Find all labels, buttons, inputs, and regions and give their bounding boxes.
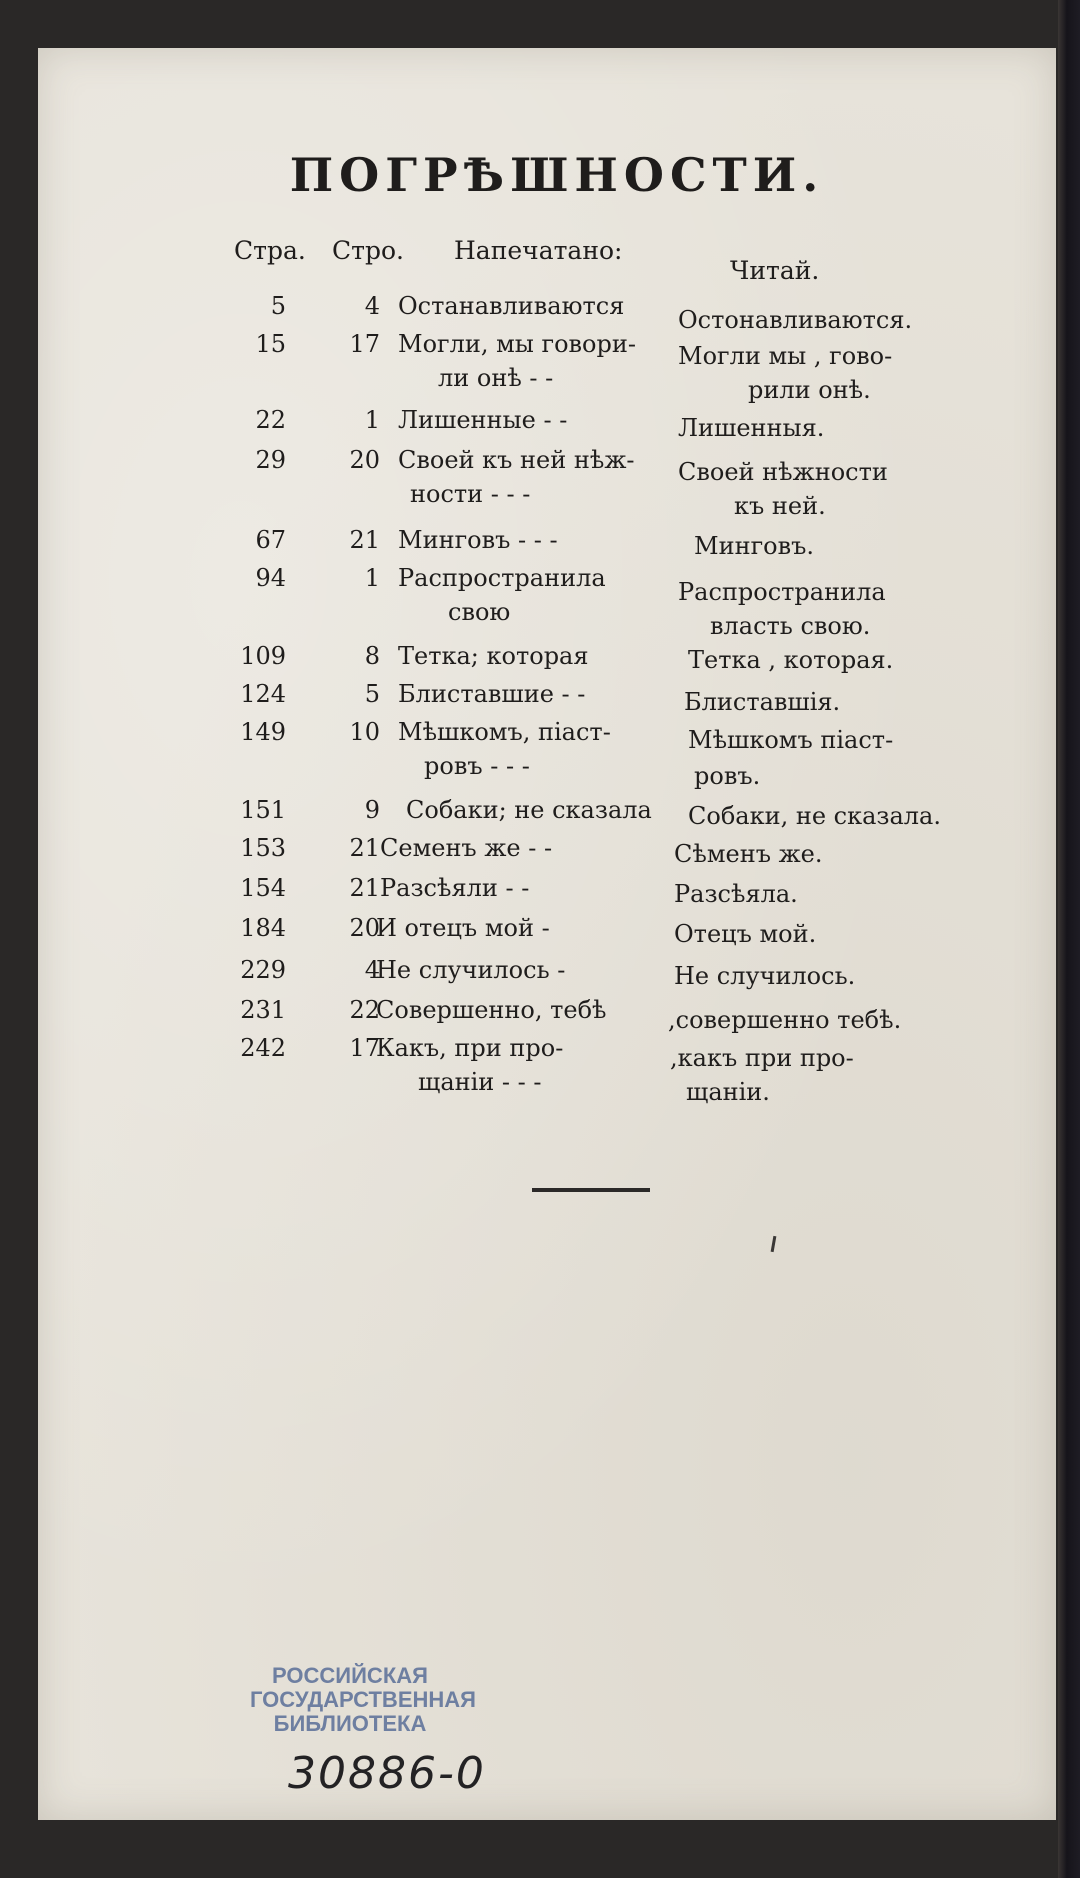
errata-page-number: 242 — [240, 1034, 286, 1062]
closing-rule — [532, 1188, 650, 1192]
header-read: Читай. — [730, 256, 820, 285]
stamp-line-2: ГОСУДАРСТВЕННАЯ — [250, 1687, 476, 1712]
errata-printed-text: Совершенно, тебѣ — [376, 996, 607, 1024]
errata-printed-text: Тетка; которая — [398, 642, 589, 670]
errata-page-number: 29 — [255, 446, 286, 474]
errata-correct-text: Тетка , которая. — [688, 646, 894, 674]
header-line: Стро. — [332, 236, 404, 265]
errata-page-number: 151 — [240, 796, 286, 824]
errata-line-number: 1 — [364, 564, 380, 592]
errata-line-number: 17 — [349, 1034, 380, 1062]
errata-printed-text: Семенъ же - - — [380, 834, 553, 862]
errata-line-number: 8 — [364, 642, 380, 670]
errata-printed-text: Блиставшие - - — [398, 680, 586, 708]
errata-page-number: 124 — [240, 680, 286, 708]
errata-line-number: 22 — [349, 996, 380, 1024]
errata-correct-text: Блиставшія. — [684, 688, 841, 716]
errata-line-number: 1 — [364, 406, 380, 434]
errata-printed-text: Минговъ - - - — [398, 526, 558, 554]
errata-correct-text-cont: ровъ. — [694, 762, 761, 790]
book-spine-edge — [1058, 0, 1080, 1878]
errata-page-number: 153 — [240, 834, 286, 862]
errata-page-number: 149 — [240, 718, 286, 746]
errata-line-number: 20 — [349, 446, 380, 474]
errata-correct-text: Не случилось. — [674, 962, 856, 990]
header-page: Стра. — [234, 236, 306, 265]
errata-line-number: 21 — [349, 874, 380, 902]
errata-correct-text-cont: рили онѣ. — [748, 376, 871, 404]
errata-correct-text: ,совершенно тебѣ. — [668, 1006, 902, 1034]
errata-page-number: 154 — [240, 874, 286, 902]
ink-speck — [771, 1236, 777, 1252]
errata-page-number: 229 — [240, 956, 286, 984]
errata-line-number: 4 — [364, 956, 380, 984]
errata-printed-text: Какъ, при про- — [376, 1034, 564, 1062]
errata-printed-text: И отецъ мой - — [376, 914, 550, 942]
errata-printed-text: Лишенные - - — [398, 406, 568, 434]
errata-printed-text: Останавливаются — [398, 292, 625, 320]
shelf-mark: 30886-0 — [288, 1748, 486, 1799]
errata-printed-text: Собаки; не сказала — [406, 796, 652, 824]
errata-printed-text: Распространила — [398, 564, 606, 592]
errata-printed-text: Разсѣяли - - — [380, 874, 530, 902]
errata-page-number: 5 — [270, 292, 286, 320]
errata-line-number: 20 — [349, 914, 380, 942]
errata-correct-text: ,какъ при про- — [670, 1044, 854, 1072]
errata-line-number: 21 — [349, 834, 380, 862]
errata-page-number: 22 — [255, 406, 286, 434]
errata-page-number: 109 — [240, 642, 286, 670]
page-title: ПОГРѢШНОСТИ. — [289, 148, 825, 202]
errata-correct-text: Отецъ мой. — [674, 920, 817, 948]
errata-line-number: 17 — [349, 330, 380, 358]
errata-correct-text: Сѣменъ же. — [674, 840, 823, 868]
errata-printed-text-cont: щаніи - - - — [418, 1068, 542, 1096]
library-stamp — [250, 1663, 476, 1736]
errata-printed-text-cont: ли онѣ - - — [438, 364, 554, 392]
errata-printed-text: Своей къ ней нѣж- — [398, 446, 635, 474]
errata-correct-text: Распространила — [678, 578, 886, 606]
stamp-line-3: БИБЛИОТЕКА — [273, 1711, 427, 1736]
errata-correct-text: Своей нѣжности — [678, 458, 888, 486]
errata-correct-text: Мѣшкомъ піаст- — [688, 726, 894, 754]
errata-page-number: 94 — [255, 564, 286, 592]
header-printed: Напечатано: — [454, 236, 623, 265]
errata-printed-text: Не случилось - — [376, 956, 566, 984]
errata-printed-text: Могли, мы говори- — [398, 330, 636, 358]
errata-correct-text: Лишенныя. — [678, 414, 825, 442]
errata-page — [38, 48, 1056, 1820]
errata-line-number: 9 — [364, 796, 380, 824]
errata-correct-text: Остонавливаются. — [678, 306, 913, 334]
errata-line-number: 21 — [349, 526, 380, 554]
errata-line-number: 4 — [364, 292, 380, 320]
errata-printed-text: Мѣшкомъ, піаст- — [398, 718, 611, 746]
errata-correct-text-cont: къ ней. — [734, 492, 826, 520]
errata-page-number: 67 — [255, 526, 286, 554]
errata-page-number: 184 — [240, 914, 286, 942]
errata-correct-text: Собаки, не сказала. — [688, 802, 941, 830]
errata-correct-text: Минговъ. — [694, 532, 814, 560]
errata-correct-text-cont: власть свою. — [710, 612, 871, 640]
errata-page-number: 231 — [240, 996, 286, 1024]
errata-printed-text-cont: ровъ - - - — [424, 752, 530, 780]
errata-line-number: 5 — [364, 680, 380, 708]
errata-printed-text-cont: свою — [448, 598, 511, 626]
errata-correct-text: Разсѣяла. — [674, 880, 798, 908]
errata-page-number: 15 — [255, 330, 286, 358]
stamp-line-1: РОССИЙСКАЯ — [272, 1663, 428, 1688]
errata-printed-text-cont: ности - - - — [410, 480, 531, 508]
errata-line-number: 10 — [349, 718, 380, 746]
errata-correct-text: Могли мы , гово- — [678, 342, 893, 370]
errata-correct-text-cont: щаніи. — [686, 1078, 770, 1106]
